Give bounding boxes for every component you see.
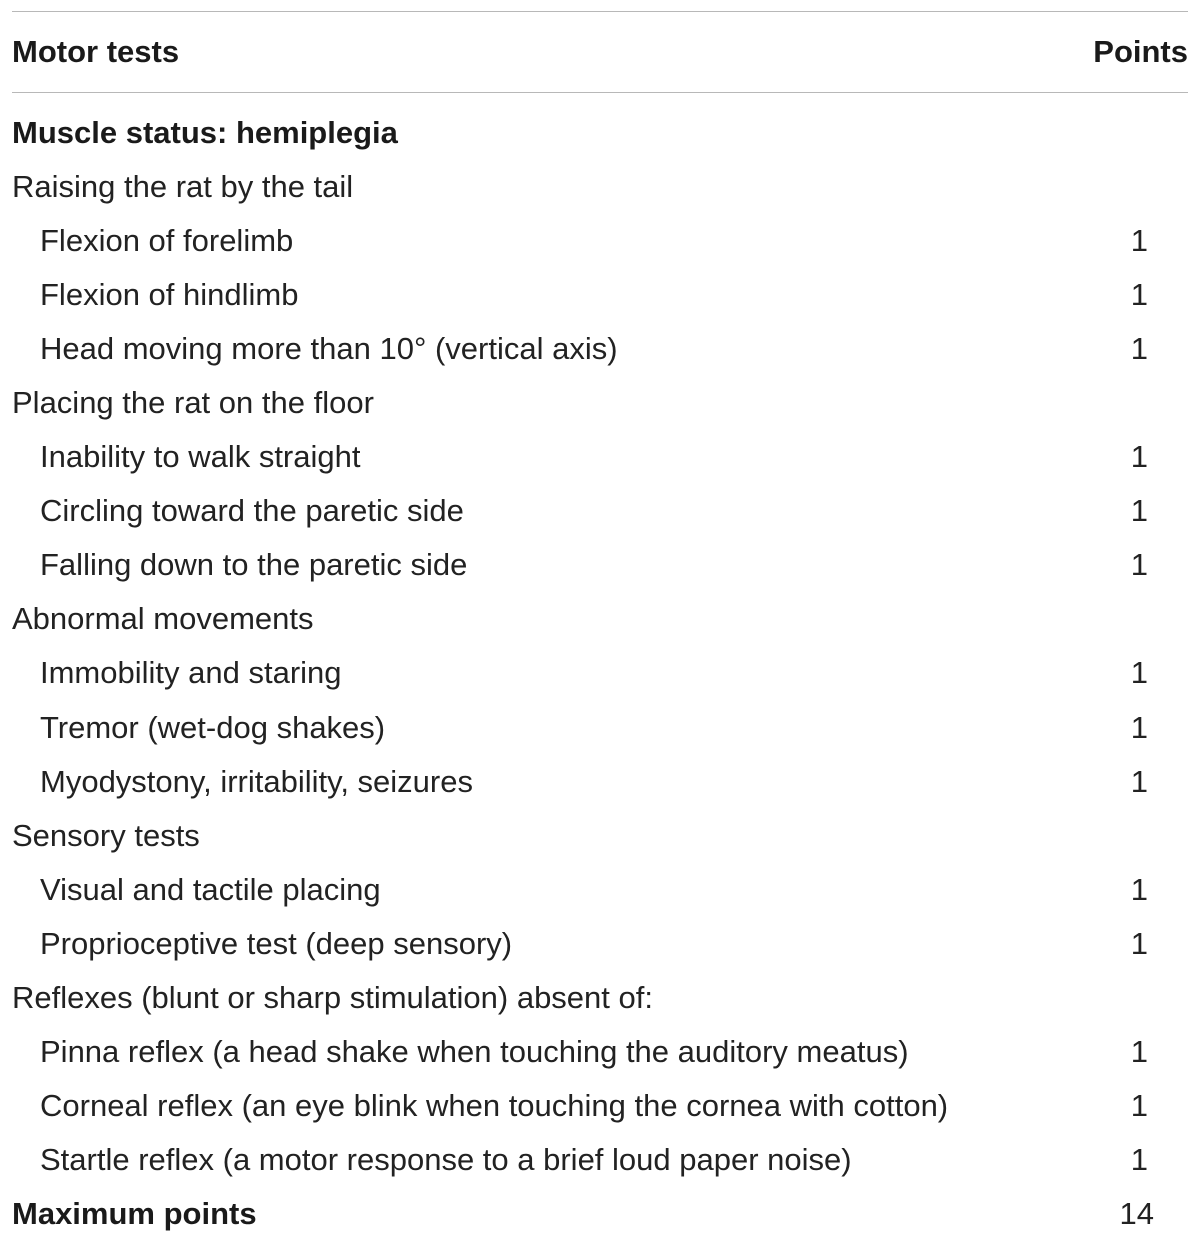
table-row xyxy=(12,917,1188,971)
table-header-rule xyxy=(12,92,1188,93)
row-label: Flexion of hindlimb xyxy=(40,277,299,313)
row-points: 1 xyxy=(1130,1141,1148,1177)
row-points: 1 xyxy=(1130,1033,1148,1069)
table-row xyxy=(12,160,1188,214)
row-label: Immobility and staring xyxy=(40,655,342,691)
row-points: 1 xyxy=(1130,547,1148,583)
table-row xyxy=(12,809,1188,863)
table-top-rule xyxy=(12,11,1188,12)
row-points: 1 xyxy=(1130,871,1148,907)
table-row xyxy=(12,1187,1188,1241)
row-label: Reflexes (blunt or sharp stimulation) absent of: xyxy=(12,979,653,1015)
table-row xyxy=(12,863,1188,917)
table-row xyxy=(12,971,1188,1025)
row-points: 1 xyxy=(1130,655,1148,691)
row-points: 1 xyxy=(1130,331,1148,367)
table-row xyxy=(12,646,1188,700)
row-label: Pinna reflex (a head shake when touching the auditory meatus) xyxy=(40,1033,909,1069)
row-points: 1 xyxy=(1130,763,1148,799)
row-label: Sensory tests xyxy=(12,817,200,853)
table-row xyxy=(12,755,1188,809)
row-label: Corneal reflex (an eye blink when touching the cornea with cotton) xyxy=(40,1087,949,1123)
header-points: Points xyxy=(1093,34,1188,69)
row-points: 1 xyxy=(1130,709,1148,745)
table-row xyxy=(12,1133,1188,1187)
row-points: 14 xyxy=(1119,1195,1154,1231)
row-label: Placing the rat on the floor xyxy=(12,385,374,421)
table-row xyxy=(12,322,1188,376)
table-row xyxy=(12,430,1188,484)
header-motor-tests: Motor tests xyxy=(12,34,180,69)
table-row xyxy=(12,376,1188,430)
row-label: Muscle status: hemiplegia xyxy=(12,115,398,150)
row-label: Circling toward the paretic side xyxy=(40,493,464,529)
row-label: Abnormal movements xyxy=(12,601,314,637)
table-row xyxy=(12,1025,1188,1079)
row-label: Startle reflex (a motor response to a brief loud paper noise) xyxy=(40,1141,852,1177)
row-label: Proprioceptive test (deep sensory) xyxy=(40,925,513,961)
table-row xyxy=(12,106,1188,160)
table-row xyxy=(12,268,1188,322)
row-points: 1 xyxy=(1130,277,1148,313)
table-row xyxy=(12,1079,1188,1133)
row-label: Inability to walk straight xyxy=(40,439,361,475)
table-row xyxy=(12,214,1188,268)
row-points: 1 xyxy=(1130,1087,1148,1123)
row-label: Myodystony, irritability, seizures xyxy=(40,763,473,799)
row-label: Raising the rat by the tail xyxy=(12,169,354,205)
table-row xyxy=(12,592,1188,646)
row-points: 1 xyxy=(1130,223,1148,259)
row-label: Flexion of forelimb xyxy=(40,223,294,259)
table-body xyxy=(12,106,1188,1241)
table-row xyxy=(12,484,1188,538)
row-label: Maximum points xyxy=(12,1195,257,1231)
row-label: Visual and tactile placing xyxy=(40,871,381,907)
table-row xyxy=(12,538,1188,592)
table-header-row xyxy=(12,30,1188,74)
row-label: Head moving more than 10° (vertical axis) xyxy=(40,331,618,367)
row-label: Falling down to the paretic side xyxy=(40,547,468,583)
table-row xyxy=(12,701,1188,755)
row-points: 1 xyxy=(1130,925,1148,961)
row-points: 1 xyxy=(1130,493,1148,529)
row-points: 1 xyxy=(1130,439,1148,475)
row-label: Tremor (wet-dog shakes) xyxy=(40,709,386,745)
